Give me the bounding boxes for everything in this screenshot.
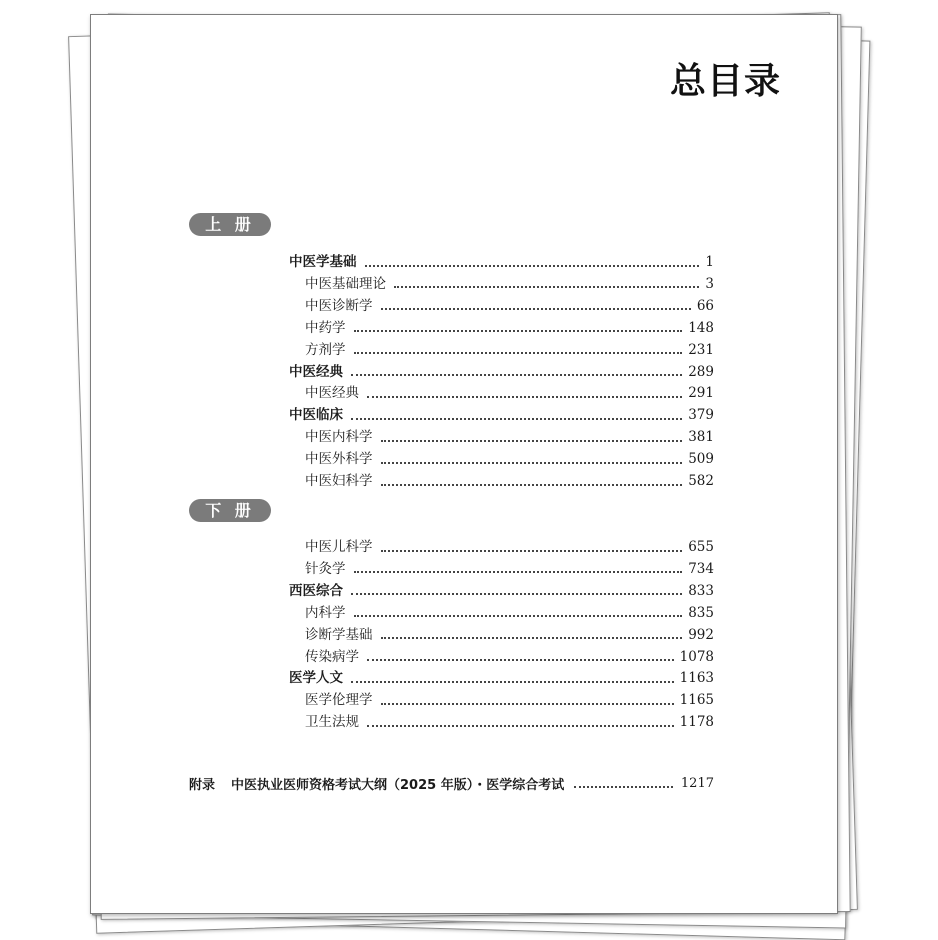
toc-entry-page-number: 289 (688, 363, 714, 380)
toc-entry-page-number: 1178 (679, 714, 714, 731)
toc-chapter-entry[interactable] (305, 624, 714, 646)
leader-dots (354, 570, 683, 573)
toc-chapter-entry[interactable] (305, 448, 714, 470)
leader-dots (351, 592, 682, 595)
toc-entry-page-number: 148 (688, 319, 714, 336)
leader-dots (351, 680, 674, 683)
toc-entry-label: 中医外科学 (305, 451, 373, 468)
toc-entry-page-number: 833 (688, 582, 714, 599)
leader-dots (351, 417, 682, 420)
toc-entry-label: 中医学基础 (289, 254, 357, 270)
toc-chapter-entry[interactable] (305, 382, 714, 404)
toc-entry-label: 诊断学基础 (305, 626, 373, 643)
toc-entry-page-number: 231 (688, 341, 714, 358)
toc-entry-label: 中医妇科学 (305, 473, 373, 489)
toc-chapter-entry[interactable] (305, 711, 714, 733)
toc-entry-page-number: 1163 (679, 670, 714, 687)
toc-chapter-entry[interactable] (305, 470, 714, 492)
toc-chapter-entry[interactable] (305, 317, 714, 339)
toc-chapter-entry[interactable] (305, 689, 714, 711)
toc-entry-page-number: 381 (688, 429, 714, 446)
leader-dots (354, 329, 683, 332)
toc-entry-label: 卫生法规 (305, 714, 359, 731)
toc-entry-label: 中药学 (305, 319, 346, 336)
leader-dots (351, 373, 682, 376)
toc-entry-label: 传染病学 (305, 648, 359, 665)
toc-chapter-entry[interactable] (305, 536, 714, 558)
toc-entry-label: 中医诊断学 (305, 297, 373, 314)
toc-section-entry[interactable] (289, 251, 714, 273)
toc-entry-page-number: 3 (705, 275, 714, 292)
toc-entry-page-number: 734 (688, 560, 714, 577)
leader-dots (381, 307, 691, 310)
volume-badge-1: 上 册 (189, 213, 271, 236)
toc-chapter-entry[interactable] (305, 339, 714, 361)
toc-entry-page-number: 509 (688, 451, 714, 468)
leader-dots (367, 658, 674, 661)
toc-entry-page-number: 66 (696, 297, 714, 314)
toc-entry-page-number: 992 (688, 626, 714, 643)
toc-section-entry[interactable] (289, 361, 714, 383)
toc-entry-label: 中医基础理论 (305, 275, 386, 292)
leader-dots (367, 395, 682, 398)
toc-chapter-entry[interactable] (305, 646, 714, 668)
toc-entry-page-number: 1165 (679, 692, 714, 709)
toc-entry-page-number: 1 (705, 254, 714, 270)
leader-dots (574, 785, 673, 788)
leader-dots (381, 636, 683, 639)
leader-dots (381, 461, 683, 464)
toc-entry-label: 中医经典 (305, 385, 359, 402)
toc-entry-page-number: 582 (688, 473, 714, 489)
leader-dots (381, 483, 683, 486)
leader-dots (367, 724, 674, 727)
toc-chapter-entry[interactable] (305, 602, 714, 624)
leader-dots (394, 285, 699, 288)
toc-entry-page-number: 291 (688, 385, 714, 402)
toc-chapter-entry[interactable] (305, 273, 714, 295)
appendix-page-number: 1217 (680, 775, 714, 791)
toc-entry-page-number: 835 (688, 604, 714, 621)
toc-section-entry[interactable] (289, 404, 714, 426)
appendix-prefix: 附录 (189, 777, 216, 793)
leader-dots (365, 264, 700, 267)
leader-dots (354, 614, 683, 617)
toc-entry-label: 方剂学 (305, 341, 346, 358)
toc-entry-page-number: 1078 (679, 648, 714, 665)
toc-entry-label: 中医经典 (289, 363, 343, 380)
toc-entry-page-number: 379 (688, 407, 714, 424)
toc-entry-label: 内科学 (305, 604, 346, 621)
leader-dots (381, 702, 674, 705)
toc-entry-label: 中医内科学 (305, 429, 373, 446)
toc-section-entry[interactable] (289, 580, 714, 602)
leader-dots (381, 439, 683, 442)
toc-entry-label: 医学伦理学 (305, 692, 373, 709)
toc-entry-label: 针灸学 (305, 560, 346, 577)
toc-chapter-entry[interactable] (305, 295, 714, 317)
toc-entry-label: 中医儿科学 (305, 539, 373, 555)
page-title: 总目录 (669, 60, 781, 102)
volume-badge-2: 下 册 (189, 499, 271, 522)
toc-section-entry[interactable] (289, 667, 714, 689)
appendix-entry[interactable] (189, 772, 714, 794)
toc-chapter-entry[interactable] (305, 558, 714, 580)
toc-entry-label: 中医临床 (289, 407, 343, 424)
toc-chapter-entry[interactable] (305, 426, 714, 448)
appendix-title: 中医执业医师资格考试大纲（2025 年版）・医学综合考试 (231, 777, 565, 793)
toc-page (90, 14, 838, 914)
toc-entry-page-number: 655 (688, 539, 714, 555)
toc-entry-label: 医学人文 (289, 670, 343, 687)
toc-entry-label: 西医综合 (289, 582, 343, 599)
leader-dots (354, 351, 683, 354)
leader-dots (381, 549, 683, 552)
